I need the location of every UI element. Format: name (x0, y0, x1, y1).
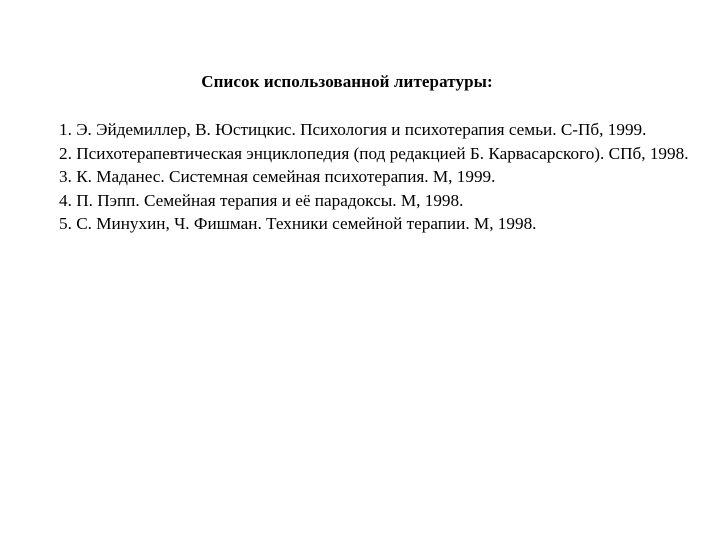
reference-item-5: 5. С. Минухин, Ч. Фишман. Техники семейной терапии. М, 1998. (59, 214, 537, 233)
reference-item-3: 3. К. Маданес. Системная семейная психотерапия. М, 1999. (59, 167, 496, 186)
references-list (59, 118, 699, 236)
reference-item-1: 1. Э. Эйдемиллер, В. Юстицкис. Психология и психотерапия семьи. С-Пб, 1999. (59, 120, 647, 139)
reference-item-4: 4. П. Пэпп. Семейная терапия и её парадоксы. М, 1998. (59, 190, 464, 210)
reference-item-2: 2. Психотерапевтическая энциклопедия (под редакцией Б. Карвасарского). СПб, 1998. (59, 143, 689, 163)
references-title: Список использованной литературы: (201, 72, 493, 91)
